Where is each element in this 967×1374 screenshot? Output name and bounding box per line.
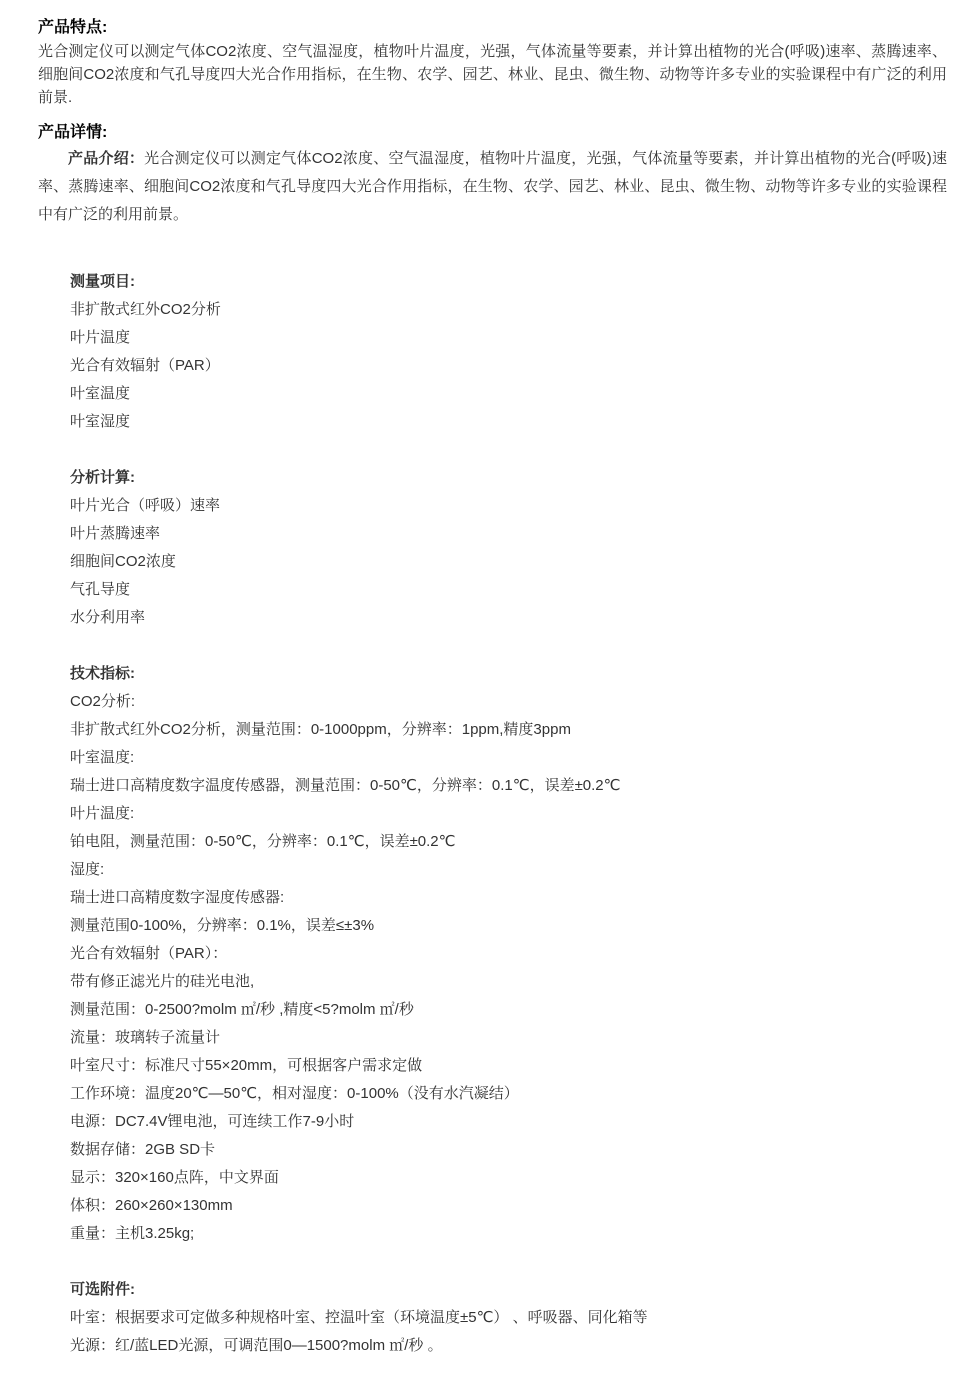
details-heading: 产品详情:: [38, 124, 108, 141]
spec-item: 流量：玻璃转子流量计: [70, 1029, 221, 1046]
section-title: 测量项目:: [70, 273, 135, 290]
section-analysis-calculation: [70, 464, 947, 632]
spec-item: 电源：DC7.4V锂电池，可连续工作7-9小时: [70, 1113, 355, 1130]
spec-sections: [38, 268, 947, 1360]
spec-item: 湿度:: [70, 861, 105, 878]
spec-item: 测量范围0-100%，分辨率：0.1%，误差≤±3%: [70, 917, 375, 934]
spec-item: 叶室湿度: [70, 413, 131, 430]
spec-item: 细胞间CO2浓度: [70, 553, 176, 570]
spec-item: 瑞士进口高精度数字湿度传感器:: [70, 889, 285, 906]
section-measurement-items: [70, 268, 947, 436]
spec-item: 铂电阻，测量范围：0-50℃，分辨率：0.1℃，误差±0.2℃: [70, 833, 456, 850]
features-paragraph: 光合测定仪可以测定气体CO2浓度、空气温湿度，植物叶片温度，光强，气体流量等要素，并计算出植物的光合(呼吸)速率、蒸腾速率、细胞间CO2浓度和气孔导度四大光合作用指标，在生物、农学、园艺、林业、昆虫、微生物、动物等许多专业的实验课程中有广泛的利用前景.: [38, 43, 947, 106]
spec-item: 气孔导度: [70, 581, 131, 598]
spec-item: 光合有效辐射（PAR）：: [70, 945, 228, 962]
spec-item: 工作环境：温度20℃—50℃，相对湿度：0-100%（没有水汽凝结）: [70, 1085, 519, 1102]
spec-item: 叶片蒸腾速率: [70, 525, 161, 542]
spec-item: 叶片光合（呼吸）速率: [70, 497, 221, 514]
section-technical-specs: [70, 660, 947, 1248]
spec-item: 数据存储：2GB SD卡: [70, 1141, 216, 1158]
spec-item: 测量范围：0-2500?molm ㎡/秒 ,精度<5?molm ㎡/秒: [70, 1001, 414, 1018]
spec-item: 非扩散式红外CO2分析: [70, 301, 221, 318]
spec-item: 显示：320×160点阵，中文界面: [70, 1169, 279, 1186]
spec-item: 光合有效辐射（PAR）: [70, 357, 220, 374]
section-title: 技术指标:: [70, 665, 135, 682]
spec-item: 带有修正滤光片的硅光电池,: [70, 973, 255, 990]
intro-body: 光合测定仪可以测定气体CO2浓度、空气温湿度，植物叶片温度，光强，气体流量等要素，并计算出植物的光合(呼吸)速率、蒸腾速率、细胞间CO2浓度和气孔导度四大光合作用指标，在生物、农学、园艺、林业、昆虫、微生物、动物等许多专业的实验课程中有广泛的利用前景。: [38, 150, 947, 223]
intro-label: 产品介绍：: [68, 150, 145, 167]
spec-item: 非扩散式红外CO2分析，测量范围：0-1000ppm，分辨率：1ppm,精度3ppm: [70, 721, 571, 738]
section-title: 可选附件:: [70, 1281, 135, 1298]
section-title: 分析计算:: [70, 469, 135, 486]
spec-item: 叶片温度: [70, 329, 131, 346]
spec-item: 叶室：根据要求可定做多种规格叶室、控温叶室（环境温度±5℃） 、呼吸器、同化箱等: [70, 1309, 648, 1326]
spec-item: 水分利用率: [70, 609, 146, 626]
spec-item: 叶室温度: [70, 385, 131, 402]
section-optional-accessories: [70, 1276, 947, 1360]
spec-item: 叶室尺寸：标准尺寸55×20mm，可根据客户需求定做: [70, 1057, 423, 1074]
spec-item: 重量：主机3.25kg;: [70, 1225, 195, 1242]
spec-item: 叶室温度:: [70, 749, 135, 766]
spec-item: 叶片温度:: [70, 805, 135, 822]
features-heading: 产品特点:: [38, 19, 108, 36]
spec-item: 光源：红/蓝LED光源，可调范围0—1500?molm ㎡/秒 。: [70, 1337, 443, 1354]
spec-item: 体积：260×260×130mm: [70, 1197, 233, 1214]
spec-item: CO2分析:: [70, 693, 136, 710]
spec-item: 瑞士进口高精度数字温度传感器，测量范围：0-50℃，分辨率：0.1℃，误差±0.2℃: [70, 777, 621, 794]
intro-paragraph: [38, 145, 947, 229]
